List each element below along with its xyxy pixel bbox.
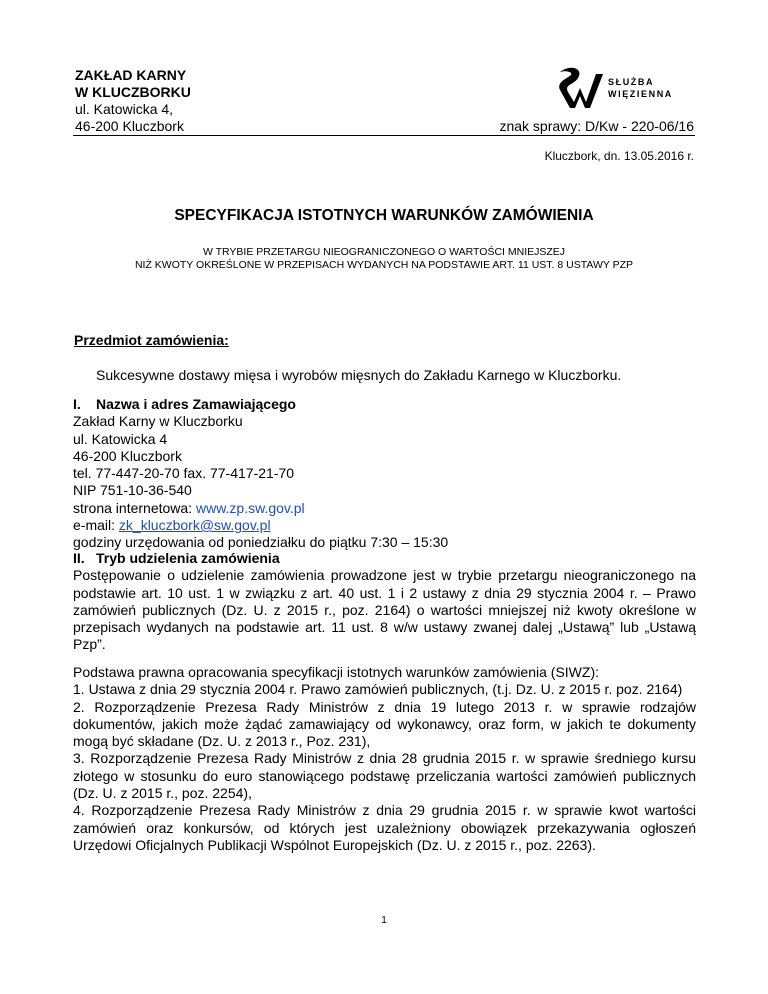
- authority-hours: godziny urzędowania od poniedziałku do piątku 7:30 – 15:30: [73, 534, 449, 551]
- institution-city: 46-200 Kluczbork: [75, 118, 184, 134]
- place-date: Kluczbork, dn. 13.05.2016 r.: [544, 149, 694, 163]
- email-link[interactable]: zk_kluczbork@sw.gov.pl: [118, 517, 271, 534]
- logo-text-line2: WIĘZIENNA: [608, 89, 673, 99]
- institution-name-line1: ZAKŁAD KARNY: [75, 67, 187, 83]
- section1-title: Nazwa i adres Zamawiającego: [96, 396, 296, 412]
- legal-basis-intro: Podstawa prawna opracowania specyfikacji istotnych warunków zamówienia (SIWZ):: [73, 664, 599, 680]
- document-subtitle: [0, 246, 768, 272]
- legal-basis-item: 2. Rozporządzenie Prezesa Rady Ministrów z dnia 19 lutego 2013 r. w sprawie rodzajów dokumentów, jakich może żądać zamawiający od wykonawcy, oraz form, w jakich te dokumenty mogą być składane (Dz. U. z 2013 r., Poz. 231),: [73, 698, 696, 750]
- authority-email-line: [73, 517, 696, 534]
- section2-title: Tryb udzielenia zamówienia: [96, 550, 280, 566]
- institution-name-line2: W KLUCZBORKU: [75, 84, 191, 100]
- case-number: znak sprawy: D/Kw - 220-06/16: [499, 118, 694, 134]
- section2-heading: [73, 550, 696, 567]
- subtitle-line1: W TRYBIE PRZETARGU NIEOGRANICZONEGO O WARTOŚCI MNIEJSZEJ: [202, 246, 566, 258]
- section-contracting-authority: [73, 396, 696, 552]
- legal-basis-item: 1. Ustawa z dnia 29 stycznia 2004 r. Prawo zamówień publicznych, (t.j. Dz. U. z 2015 r. poz. 2164): [73, 681, 683, 698]
- section-procedure: [73, 550, 696, 654]
- authority-city: 46-200 Kluczbork: [73, 447, 182, 464]
- authority-website-line: [73, 500, 696, 517]
- section1-heading: [73, 396, 696, 413]
- legal-basis: [73, 664, 696, 854]
- logo-text-line1: SŁUŻBA: [608, 77, 655, 87]
- subject-text: Sukcesywne dostawy mięsa i wyrobów mięsnych do Zakładu Karnego w Kluczborku.: [96, 367, 622, 383]
- sluzba-wiezienna-logo: [556, 66, 696, 110]
- authority-street: ul. Katowicka 4: [73, 430, 168, 447]
- page-number: 1: [381, 915, 387, 926]
- header-divider: [73, 135, 695, 136]
- logo-text: [608, 76, 673, 100]
- institution-street: ul. Katowicka 4,: [75, 101, 174, 117]
- legal-basis-item: 4. Rozporządzenie Prezesa Rady Ministrów z dnia 29 grudnia 2015 r. w sprawie kwot wartości zamówień oraz konkursów, od których jest uzależniony obowiązek przekazywania ogłoszeń Urzędowi Oficjalnych Publikacji Wspólnot Europejskich (Dz. U. z 2015 r., poz. 2263).: [73, 802, 696, 853]
- subject-heading: Przedmiot zamówienia:: [74, 332, 229, 348]
- website-link[interactable]: www.zp.sw.gov.pl: [195, 499, 305, 516]
- authority-name: Zakład Karny w Kluczborku: [73, 413, 243, 430]
- website-label: strona internetowa:: [73, 499, 196, 516]
- authority-phone-fax: tel. 77-447-20-70 fax. 77-417-21-70: [73, 465, 295, 482]
- subtitle-line2: NIŻ KWOTY OKREŚLONE W PRZEPISACH WYDANYCH NA PODSTAWIE ART. 11 UST. 8 USTAWY PZP: [134, 259, 634, 271]
- email-label: e-mail:: [73, 517, 119, 534]
- section2-number: II.: [73, 550, 85, 566]
- legal-basis-item: 3. Rozporządzenie Prezesa Rady Ministrów z dnia 28 grudnia 2015 r. w sprawie średniego kursu złotego w stosunku do euro stanowiącego podstawę przeliczania wartości zamówień publicznych (Dz. U. z 2015 r., poz. 2254),: [73, 750, 696, 802]
- section1-number: I.: [73, 396, 81, 412]
- logo-mark-icon: [556, 66, 606, 110]
- procedure-paragraph: Postępowanie o udzielenie zamówienia prowadzone jest w trybie przetargu nieograniczonego na podstawie art. 10 ust. 1 w związku z art. 40 ust. 1 i 2 ustawy z dnia 29 stycznia 2004 r. – Prawo zamówień publicznych (Dz. U. z 2015 r., poz. 2164) o wartości mniejszej niż kwoty określone w przepisach wydanych na podstawie art. 11 ust. 8 w/w ustawy zwanej dalej „Ustawą” lub „Ustawą Pzp”.: [73, 567, 696, 653]
- document-title: SPECYFIKACJA ISTOTNYCH WARUNKÓW ZAMÓWIENIA: [174, 207, 594, 224]
- institution-address: [75, 67, 191, 135]
- authority-nip: NIP 751-10-36-540: [73, 482, 192, 499]
